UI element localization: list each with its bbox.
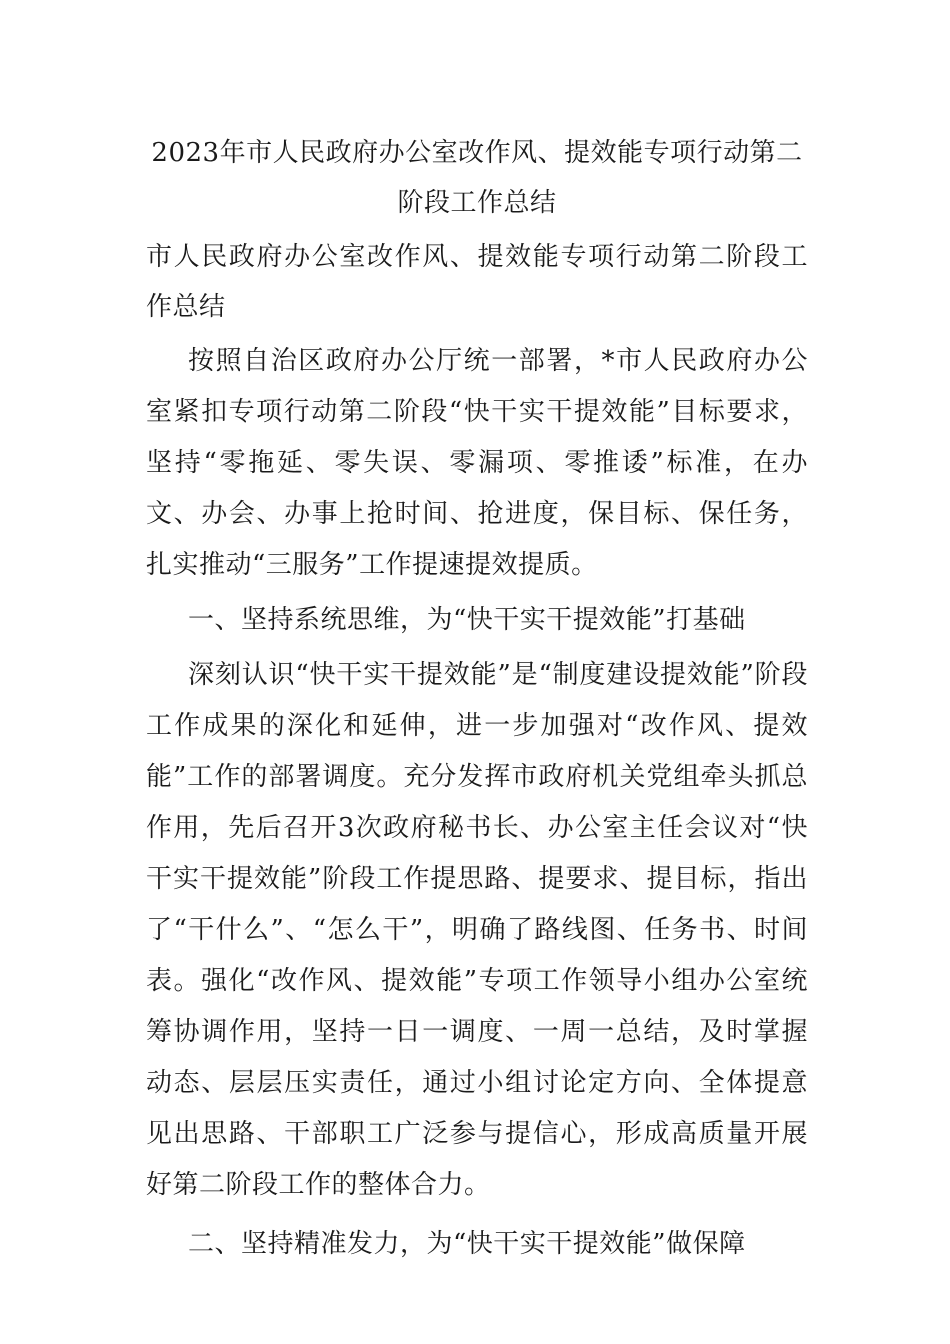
section-2-heading: 二、坚持精准发力，为“快干实干提效能”做保障	[188, 1229, 746, 1259]
intro-paragraph: 按照自治区政府办公厅统一部署，*市人民政府办公室紧扣专项行动第二阶段“快干实干提效能”目标要求，坚持“零拖延、零失误、零漏项、零推诿”标准，在办文、办会、办事上抢时间、抢进度，保目标、保任务，扎实推动“三服务”工作提速提效提质。	[146, 346, 808, 580]
document-subtitle: 市人民政府办公室改作风、提效能专项行动第二阶段工作总结	[146, 242, 808, 322]
section-1-body: 深刻认识“快干实干提效能”是“制度建设提效能”阶段工作成果的深化和延伸，进一步加强对“改作风、提效能”工作的部署调度。充分发挥市政府机关党组牵头抓总作用，先后召开3次政府秘书长、办公室主任会议对“快干实干提效能”阶段工作提思路、提要求、提目标，指出了“干什么”、“怎么干”，明确了路线图、任务书、时间表。强化“改作风、提效能”专项工作领导小组办公室统筹协调作用，坚持一日一调度、一周一总结，及时掌握动态、层层压实责任，通过小组讨论定方向、全体提意见出思路、干部职工广泛参与提信心，形成高质量开展好第二阶段工作的整体合力。	[146, 660, 808, 1200]
document-title: 2023年市人民政府办公室改作风、提效能专项行动第二阶段工作总结	[151, 138, 803, 218]
section-1-heading: 一、坚持系统思维，为“快干实干提效能”打基础	[188, 605, 746, 635]
document-page	[146, 128, 808, 1270]
